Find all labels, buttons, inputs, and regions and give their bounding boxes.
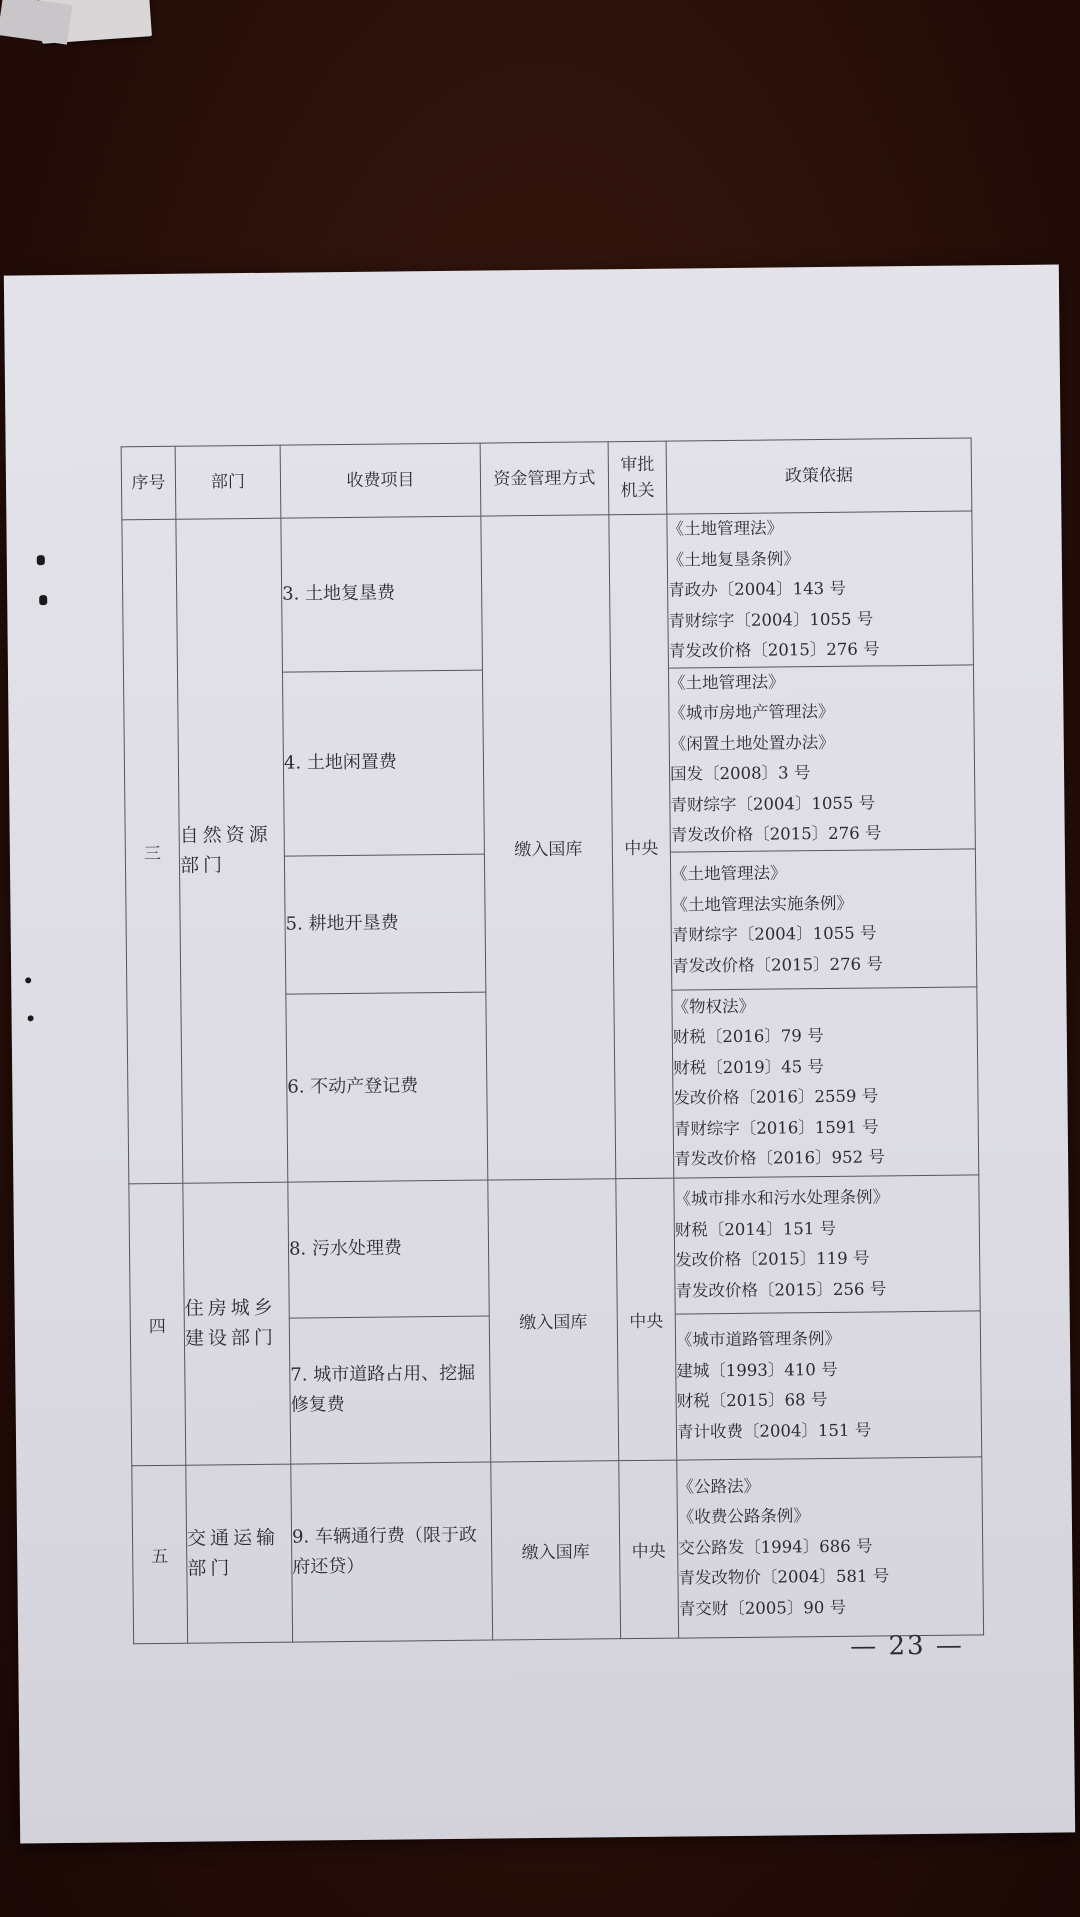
fee-item-cell: 7. 城市道路占用、挖掘修复费 [289,1316,491,1464]
policy-line: 《收费公路条例》 [677,1506,810,1527]
fund-cell: 缴入国库 [491,1460,621,1639]
fee-item-cell: 3. 土地复垦费 [281,516,483,672]
fee-item-cell: 4. 土地闲置费 [282,670,484,856]
fee-item-cell: 9. 车辆通行费（限于政府还贷） [291,1462,493,1642]
table-row [132,1456,984,1643]
policy-line: 青发改价格〔2015〕276 号 [668,639,880,661]
policy-line: 《公路法》 [677,1476,761,1497]
background-paper-corner [0,0,72,45]
policy-line: 《城市房地产管理法》 [669,701,835,723]
seq-cell: 四 [129,1183,186,1466]
table-body [122,511,984,1643]
dept-cell: 自然资源部门 [176,518,288,1183]
policy-line: 《土地复垦条例》 [667,548,800,570]
policy-line: 财税〔2016〕79 号 [672,1026,824,1047]
approval-cell: 中央 [619,1460,679,1639]
page-number: — 23 — [850,1630,965,1662]
policy-cell [677,1456,984,1637]
seq-cell: 三 [122,519,183,1183]
policy-line: 青发改价格〔2015〕276 号 [670,823,882,845]
approval-cell: 中央 [609,514,674,1178]
approval-cell: 中央 [616,1178,677,1461]
punch-hole-mark [28,1015,34,1021]
policy-line: 《土地管理法》 [669,671,785,693]
policy-line: 青发改价格〔2015〕276 号 [671,953,883,976]
policy-cell [675,1310,982,1459]
policy-line: 交公路发〔1994〕686 号 [678,1536,873,1558]
fund-cell: 缴入国库 [481,515,616,1180]
header-dept: 部门 [175,445,281,519]
punch-hole-mark [25,977,31,983]
policy-line: 青发改价格〔2016〕952 号 [674,1147,885,1169]
header-policy: 政策依据 [666,438,972,514]
policy-cell [667,511,974,668]
policy-line: 财税〔2019〕45 号 [673,1056,824,1078]
header-item: 收费项目 [280,443,481,518]
policy-cell [668,664,975,851]
policy-line: 《土地管理法》 [671,863,787,884]
policy-line: 发改价格〔2016〕2559 号 [673,1086,879,1108]
policy-line: 《闲置土地处置办法》 [669,732,835,754]
header-fund: 资金管理方式 [480,442,609,516]
policy-line: 青政办〔2004〕143 号 [668,578,846,600]
policy-line: 建城〔1993〕410 号 [676,1359,838,1381]
policy-line: 青财综字〔2016〕1591 号 [673,1116,879,1139]
policy-line: 财税〔2014〕151 号 [674,1218,837,1240]
punch-hole-mark [39,595,47,605]
policy-line: 《城市道路管理条例》 [675,1328,842,1350]
policy-line: 《物权法》 [672,996,756,1017]
fee-item-cell: 6. 不动产登记费 [286,992,488,1182]
seq-cell: 五 [132,1465,188,1644]
policy-line: 青发改价格〔2015〕256 号 [675,1278,887,1301]
policy-line: 青财综字〔2004〕1055 号 [671,923,877,945]
policy-cell [674,1174,980,1313]
policy-line: 《土地管理法》 [667,518,784,539]
policy-line: 《土地管理法实施条例》 [671,893,854,915]
fund-cell: 缴入国库 [488,1178,619,1461]
policy-line: 财税〔2015〕68 号 [676,1390,828,1411]
table-row [129,1174,980,1319]
policy-line: 青财综字〔2004〕1055 号 [670,792,876,815]
policy-line: 发改价格〔2015〕119 号 [675,1248,870,1270]
header-seq: 序号 [121,446,176,520]
punch-hole-mark [37,555,45,565]
policy-line: 青计收费〔2004〕151 号 [676,1420,872,1442]
fee-table [121,437,984,1643]
dept-cell: 住房城乡建设部门 [183,1182,291,1465]
fee-item-cell: 5. 耕地开垦费 [284,854,485,994]
policy-line: 《城市排水和污水处理条例》 [674,1187,890,1209]
policy-cell [670,848,976,989]
dept-cell: 交通运输部门 [186,1464,293,1643]
fee-item-cell: 8. 污水处理费 [288,1180,489,1318]
table-row [122,511,974,673]
policy-line: 国发〔2008〕3 号 [669,763,811,784]
document-page [4,265,1075,1844]
header-approval: 审批机关 [608,441,667,515]
policy-cell [672,986,979,1177]
policy-line: 青财综字〔2004〕1055 号 [668,608,874,631]
policy-line: 青交财〔2005〕90 号 [678,1597,847,1619]
policy-line: 青发改物价〔2004〕581 号 [678,1566,890,1588]
table-header-row [121,438,972,520]
